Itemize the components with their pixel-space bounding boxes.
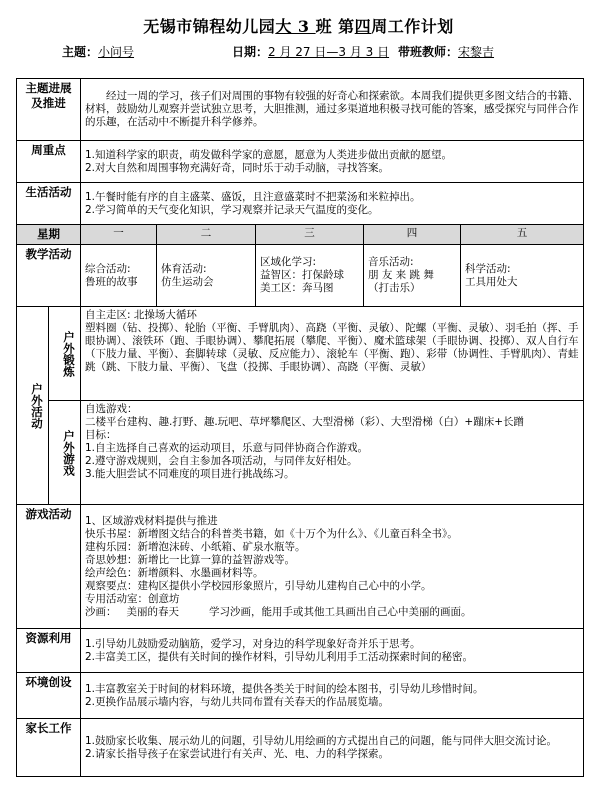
weekly-plan-table — [16, 78, 584, 777]
teacher-field: 带班教师：宋黎吉 — [398, 45, 495, 59]
outdoor-exercise-content: 自主走区: 北操场大循环 塑料圈（钻、投掷）、轮胎（平衡、手臂肌肉）、高跷（平衡、灵敏）、陀螺（平衡、灵敏）、羽毛拍（挥、手眼协调）、滚铁环（跑、手眼协调）、攀爬拓展（攀爬、平衡）、魔术篮球架（手眼协调、投掷）、双人自行车（下肢力量、平衡）、套脚转球（灵敏、反应能力）、滚轮车（平衡、跑）、彩带（协调性、手臂肌肉）、青蛙跳（跳、下肢力量、平衡）、飞盘（投掷、手眼协调）、高跷（平衡、灵敏） — [81, 307, 584, 401]
parents-row — [17, 719, 584, 777]
outdoor-games-content: 自选游戏： 二楼平台建构、趣.打野、趣.玩吧、草坪攀爬区、大型滑梯（彩）、大型滑梯（白）+蹦床+长蹭 目标： 1.自主选择自己喜欢的运动项目，乐意与同伴协商合作游戏。 2.遵守游戏规则，会自主参加各项活动，与同伴友好相处。 3.能大胆尝试不同难度的项目进行挑战练习。 — [81, 401, 584, 505]
focus-item: 1.知道科学家的职责，萌发做科学家的意愿，愿意为人类进步做出贡献的愿望。 — [85, 148, 453, 161]
play-row — [17, 505, 584, 629]
week-number: 四 — [354, 17, 372, 36]
resources-content: 1.引导幼儿鼓励爱动脑筋，爱学习，对身边的科学现象好奇并乐于思考。 2.丰富美工区，提供有关时间的操作材料，引导幼儿利用手工活动探索时间的秘密。 — [81, 629, 584, 673]
weekday-wed: 三 — [256, 225, 364, 245]
teaching-tue: 体育活动: 仿生运动会 — [157, 245, 256, 307]
outdoor-games-label: 户外游戏 — [49, 401, 81, 505]
life-content — [81, 183, 584, 225]
teaching-wed: 区域化学习: 益智区：打保龄球 美工区：奔马图 — [256, 245, 364, 307]
parents-content: 1.鼓励家长收集、展示幼儿的问题，引导幼儿用绘画的方式提出自己的问题，能与同伴大胆交流讨论。 2.请家长指导孩子在家尝试进行有关声、光、电、力的科学探索。 — [81, 719, 584, 777]
weekday-label: 星期 — [17, 225, 81, 245]
progress-text: 经过一周的学习，孩子们对周围的事物有较强的好奇心和探索欲。本周我们提供更多图文结合的书籍、材料，鼓励幼儿观察并尝试独立思考，大胆推测，通过多渠道地积极寻找可能的答案，感受探究与同伴合作的乐趣，在活动中不断提升科学修养。 — [81, 79, 584, 141]
teaching-fri: 科学活动: 工具用处大 — [461, 245, 584, 307]
weekday-thu: 四 — [364, 225, 461, 245]
life-row — [17, 183, 584, 225]
outdoor-label: 户外活动 — [17, 307, 49, 505]
outdoor-games-row — [17, 401, 584, 505]
date-field: 日期：2 月 27 日—3 月 3 日 — [232, 45, 390, 59]
play-content: 1、区域游戏材料提供与推进 快乐书屋：新增图文结合的科普类书籍，如《十万个为什么》、《儿童百科全书》。 建构乐园：新增泡沫砖、小纸箱、矿泉水瓶等。 奇思妙想：新增比一比算一算的益智游戏等。 绘声绘色：新增颜料、水墨画材料等。 观察要点：建构区提供小学校园形象照片，引导幼儿建构自己心中的小学。 专用活动室：创意坊 沙画： 美丽的春天 学习沙画，能用手或其他工具画出自己心中美丽的画面。 — [81, 505, 584, 629]
weekday-tue: 二 — [157, 225, 256, 245]
play-label: 游戏活动 — [17, 505, 81, 629]
environment-label: 环境创设 — [17, 673, 81, 719]
progress-row — [17, 79, 584, 141]
environment-row — [17, 673, 584, 719]
date-value: 2 月 27 日—3 月 3 日 — [268, 45, 390, 59]
weekday-fri: 五 — [461, 225, 584, 245]
teaching-row — [17, 245, 584, 307]
focus-content — [81, 141, 584, 183]
outdoor-exercise-label: 户外锻炼 — [49, 307, 81, 401]
focus-row — [17, 141, 584, 183]
focus-label: 周重点 — [17, 141, 81, 183]
page-title: 无锡市锦程幼儿园大 3 班 第四周工作计划 — [143, 17, 454, 36]
focus-item: 2.对大自然和周围事物充满好奇，同时乐于动手动脑，寻找答案。 — [85, 161, 390, 174]
weekday-mon: 一 — [81, 225, 157, 245]
progress-label: 主题进展及推进 — [17, 79, 81, 141]
life-label: 生活活动 — [17, 183, 81, 225]
environment-content: 1.丰富教室关于时间的材料环境，提供各类关于时间的绘本图书，引导幼儿珍惜时间。 2.更换作品展示墙内容，与幼儿共同布置有关春天的作品展览墙。 — [81, 673, 584, 719]
weekday-row — [17, 225, 584, 245]
resources-row — [17, 629, 584, 673]
teaching-thu: 音乐活动: 朋 友 来 跳 舞 （打击乐） — [364, 245, 461, 307]
theme-field: 主题：小问号 — [62, 45, 135, 59]
theme-value: 小问号 — [98, 45, 135, 59]
parents-label: 家长工作 — [17, 719, 81, 777]
outdoor-exercise-row — [17, 307, 584, 401]
class-name: 大 3 — [275, 17, 316, 36]
teacher-value: 宋黎吉 — [458, 45, 495, 59]
teaching-label: 教学活动 — [17, 245, 81, 307]
teaching-mon: 综合活动: 鲁班的故事 — [81, 245, 157, 307]
life-item: 1.午餐时能有序的自主盛菜、盛饭，且注意盛菜时不把菜汤和米粒掉出。 — [85, 190, 421, 203]
life-item: 2.学习简单的天气变化知识，学习观察并记录天气温度的变化。 — [85, 203, 379, 216]
resources-label: 资源利用 — [17, 629, 81, 673]
